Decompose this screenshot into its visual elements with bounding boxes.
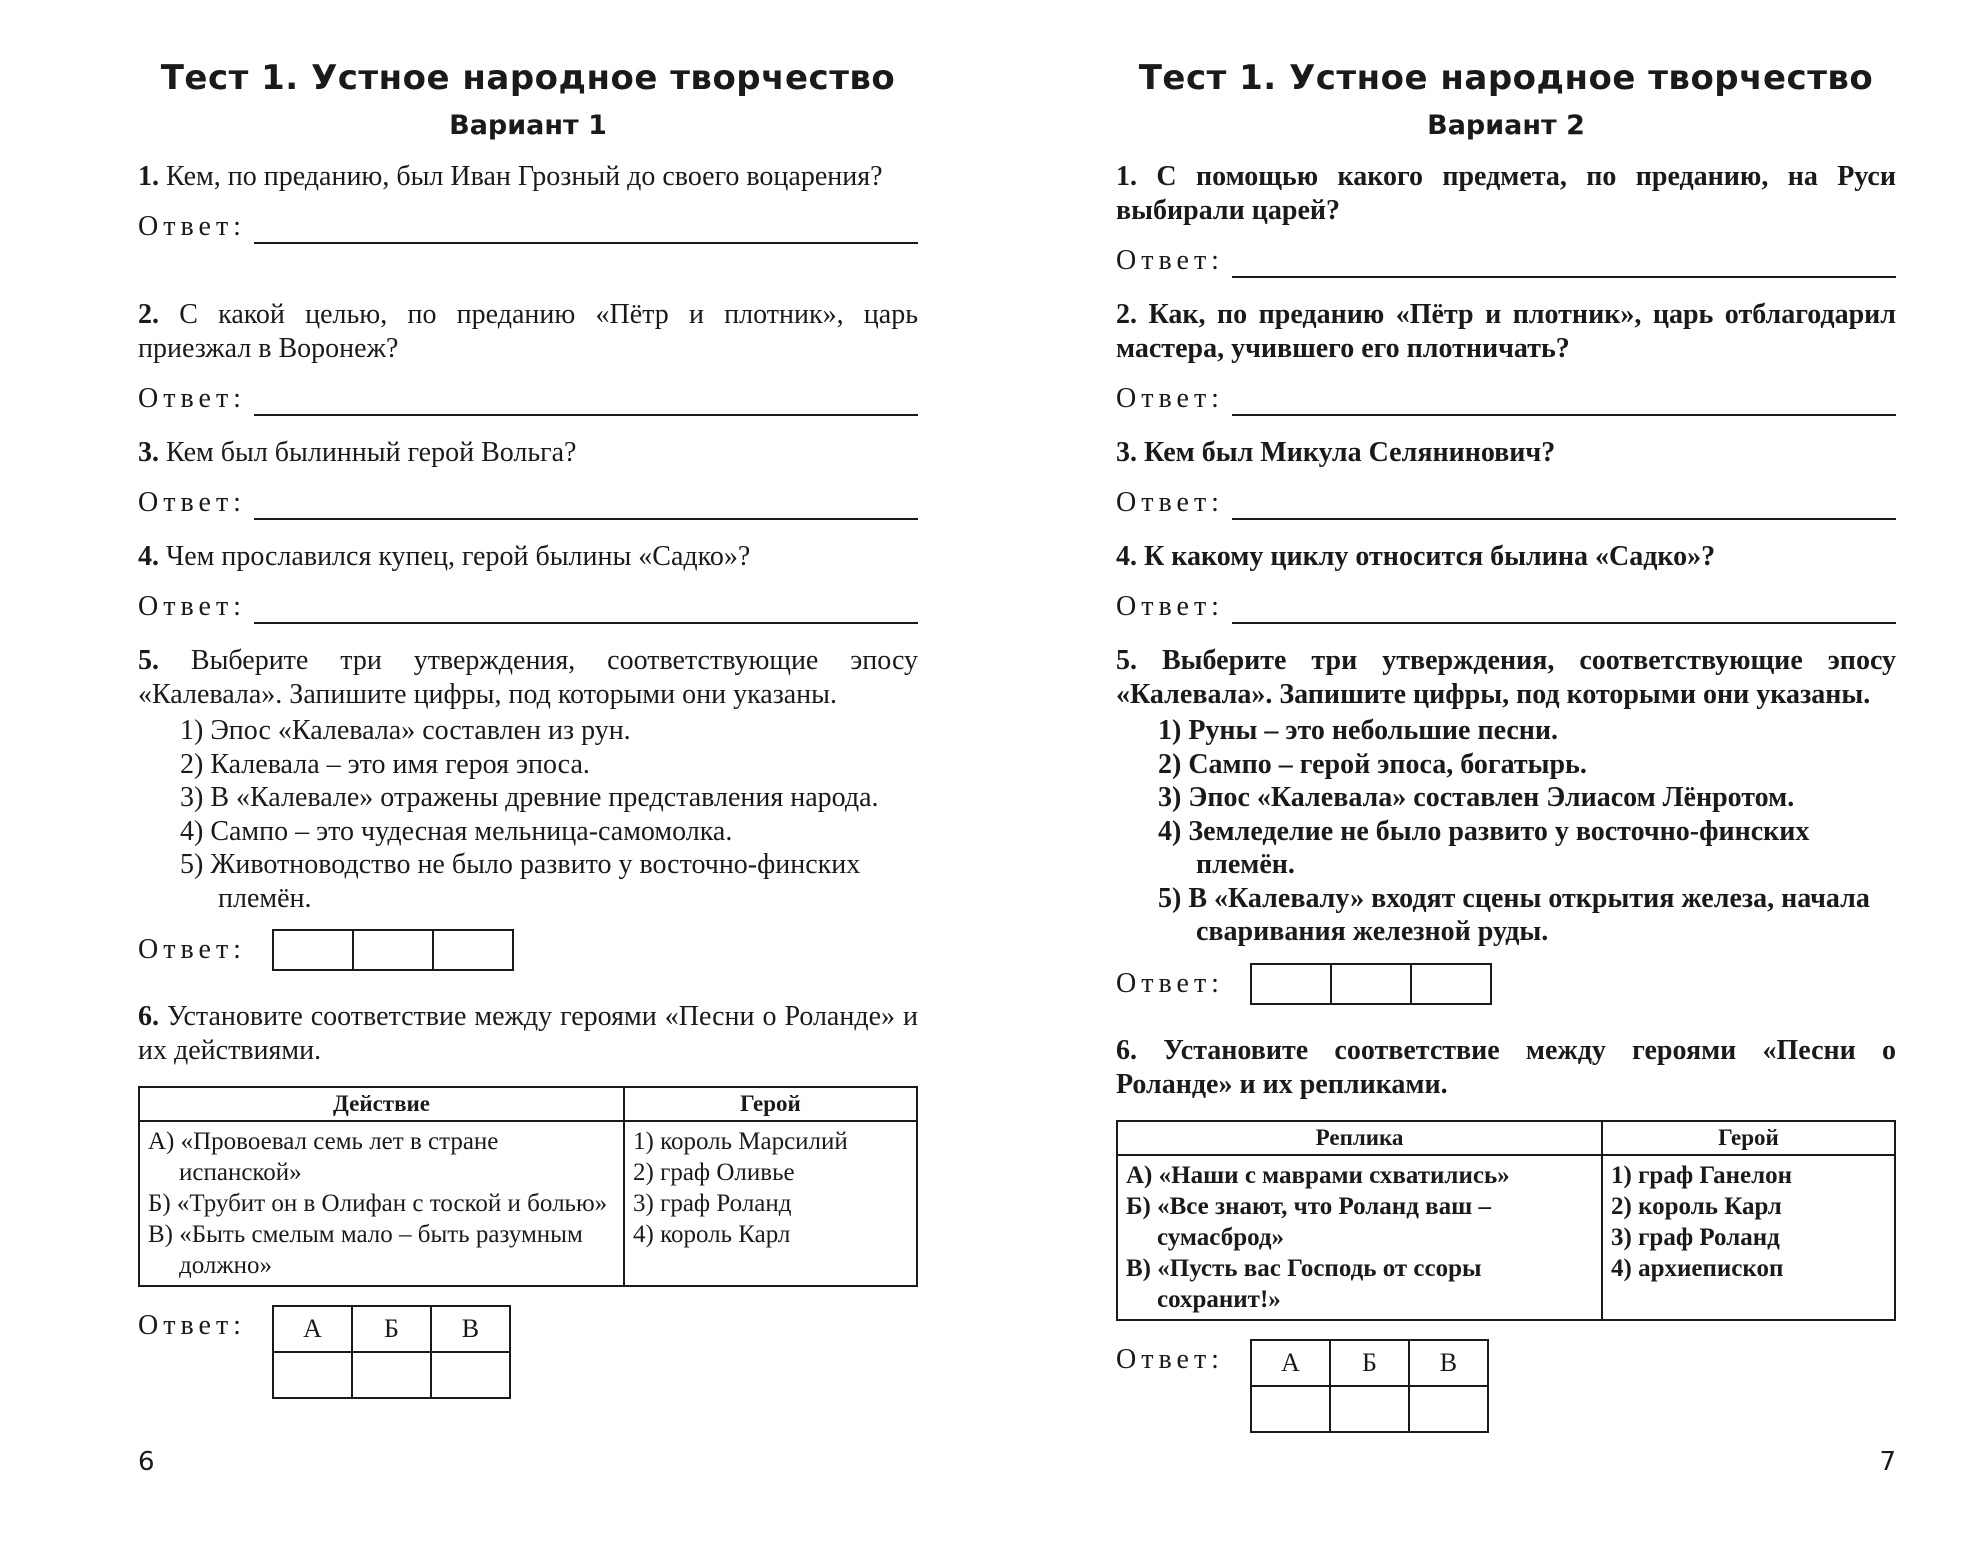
answer-label: Ответ:	[1116, 487, 1224, 518]
left-column-items	[1117, 1155, 1602, 1320]
option-item: 1) Эпос «Калевала» составлен из рун.	[180, 715, 631, 746]
answer-label: Ответ:	[1116, 591, 1224, 622]
hero-item: 2) король Карл	[1611, 1193, 1782, 1220]
question-text: Установите соответствие между героями «Песни о Роланде» и их репликами.	[1116, 1035, 1896, 1100]
answer-grid-cell[interactable]	[1409, 1386, 1488, 1432]
question-text: С какой целью, по преданию «Пётр и плотник», царь приезжал в Воронеж?	[138, 299, 918, 364]
question-text: Кем, по преданию, был Иван Грозный до своего воцарения?	[166, 161, 883, 192]
answer-label: Ответ:	[1116, 967, 1224, 999]
question-text: Как, по преданию «Пётр и плотник», царь отблагодарил мастера, учившего его плотничать?	[1116, 299, 1896, 364]
right-column-items	[1602, 1155, 1895, 1320]
question-3	[1116, 436, 1896, 520]
answer-grid-header: Б	[352, 1306, 431, 1352]
option-item: 3) Эпос «Калевала» составлен Элиасом Лёнротом.	[1158, 782, 1795, 813]
question-2	[1116, 298, 1896, 416]
answer-line[interactable]	[1116, 590, 1896, 624]
question-4	[1116, 540, 1896, 624]
column-header-action: Действие	[139, 1087, 624, 1121]
answer-grid-header: В	[431, 1306, 510, 1352]
answer-field[interactable]	[254, 494, 918, 520]
answer-cell[interactable]	[354, 931, 434, 969]
answer-label: Ответ:	[138, 487, 246, 518]
answer-field[interactable]	[1232, 494, 1896, 520]
answer-grid	[272, 1305, 511, 1399]
question-text: Кем был былинный герой Вольга?	[166, 437, 577, 468]
question-number: 1.	[138, 161, 159, 192]
right-column-items	[624, 1121, 917, 1286]
column-header-hero: Герой	[1602, 1121, 1895, 1155]
answer-boxes	[272, 929, 514, 971]
option-item: 5) Животноводство не было развито у восточно-финских племён.	[180, 849, 861, 914]
hero-item: 1) граф Ганелон	[1611, 1162, 1793, 1189]
answer-box-row	[1116, 963, 1896, 1005]
answer-line[interactable]	[1116, 486, 1896, 520]
question-6	[138, 1000, 918, 1399]
answer-grid-cell[interactable]	[431, 1352, 510, 1398]
hero-item: 2) граф Оливье	[633, 1159, 795, 1186]
answer-field[interactable]	[254, 598, 918, 624]
answer-grid-header: Б	[1330, 1340, 1409, 1386]
question-number: 2.	[1116, 299, 1137, 330]
question-number: 3.	[138, 437, 159, 468]
answer-line[interactable]	[138, 210, 918, 244]
answer-label: Ответ:	[138, 1310, 246, 1341]
answer-line[interactable]	[138, 590, 918, 624]
action-item: В) «Быть смелым мало – быть разумным должно»	[148, 1221, 583, 1279]
answer-grid-header: А	[1251, 1340, 1330, 1386]
question-number: 4.	[138, 541, 159, 572]
answer-grid-cell[interactable]	[1330, 1386, 1409, 1432]
left-column-items	[139, 1121, 624, 1286]
answer-grid-row	[1116, 1339, 1896, 1433]
question-number: 4.	[1116, 541, 1137, 572]
question-text: Выберите три утверждения, соответствующие эпосу «Калевала». Запишите цифры, под которыми они указаны.	[138, 645, 919, 710]
page-right	[1116, 0, 1896, 1552]
answer-field[interactable]	[1232, 390, 1896, 416]
question-3	[138, 436, 918, 520]
test-title: Тест 1. Устное народное творчество	[1138, 58, 1874, 98]
matching-table	[1116, 1120, 1896, 1321]
option-item: 1) Руны – это небольшие песни.	[1158, 715, 1559, 746]
answer-line[interactable]	[138, 486, 918, 520]
answer-line[interactable]	[1116, 382, 1896, 416]
answer-line[interactable]	[1116, 244, 1896, 278]
hero-item: 1) король Марсилий	[633, 1128, 848, 1155]
action-item: А) «Провоевал семь лет в стране испанской»	[148, 1128, 499, 1186]
option-item: 5) В «Калевалу» входят сцены открытия железа, начала сваривания железной руды.	[1158, 882, 1870, 947]
answer-grid-cell[interactable]	[352, 1352, 431, 1398]
question-text: С помощью какого предмета, по преданию, на Руси выбирали царей?	[1116, 161, 1896, 226]
replica-item: В) «Пусть вас Господь от ссоры сохранит!»	[1126, 1255, 1482, 1313]
answer-label: Ответ:	[138, 383, 246, 414]
answer-label: Ответ:	[138, 934, 246, 965]
question-5	[138, 644, 918, 971]
page-number: 7	[1879, 1447, 1896, 1477]
hero-item: 4) король Карл	[633, 1221, 791, 1248]
answer-field[interactable]	[1232, 252, 1896, 278]
answer-grid-row	[138, 1305, 918, 1399]
options-list	[138, 714, 918, 915]
question-text: Установите соответствие между героями «Песни о Роланде» и их действиями.	[138, 1001, 918, 1066]
answer-cell[interactable]	[1412, 965, 1490, 1003]
answer-field[interactable]	[254, 390, 918, 416]
answer-grid-cell[interactable]	[1251, 1386, 1330, 1432]
question-number: 2.	[138, 299, 159, 330]
question-5	[1116, 644, 1896, 1005]
page-left	[138, 0, 918, 1552]
hero-item: 3) граф Роланд	[633, 1190, 792, 1217]
question-number: 1.	[1116, 161, 1137, 192]
options-list	[1116, 714, 1896, 949]
answer-label: Ответ:	[1116, 383, 1224, 414]
action-item: Б) «Трубит он в Олифан с тоской и болью»	[148, 1190, 608, 1217]
question-number: 6.	[1116, 1035, 1137, 1066]
question-text: Чем прославился купец, герой былины «Садко»?	[166, 541, 751, 572]
answer-boxes	[1250, 963, 1492, 1005]
answer-cell[interactable]	[1332, 965, 1412, 1003]
replica-item: Б) «Все знают, что Роланд ваш – сумасброд»	[1126, 1193, 1491, 1251]
answer-label: Ответ:	[138, 211, 246, 242]
question-number: 5.	[138, 645, 159, 676]
answer-grid-header: В	[1409, 1340, 1488, 1386]
answer-cell[interactable]	[434, 931, 512, 969]
variant-heading: Вариант 1	[449, 110, 607, 141]
page-number: 6	[138, 1447, 155, 1477]
option-item: 3) В «Калевале» отражены древние представления народа.	[180, 782, 879, 813]
answer-grid-header: А	[273, 1306, 352, 1352]
answer-label: Ответ:	[1116, 245, 1224, 276]
answer-line[interactable]	[138, 382, 918, 416]
answer-box-row	[138, 929, 918, 971]
hero-item: 3) граф Роланд	[1611, 1224, 1780, 1251]
answer-cell[interactable]	[274, 931, 354, 969]
question-1	[1116, 160, 1896, 278]
answer-field[interactable]	[1232, 598, 1896, 624]
option-item: 2) Сампо – герой эпоса, богатырь.	[1158, 748, 1587, 780]
option-item: 4) Сампо – это чудесная мельница-самомолка.	[180, 815, 733, 847]
replica-item: А) «Наши с маврами схватились»	[1126, 1162, 1510, 1189]
option-item: 4) Земледелие не было развито у восточно-финских племён.	[1158, 815, 1810, 880]
question-text: Кем был Микула Селянинович?	[1144, 437, 1556, 468]
question-6	[1116, 1034, 1896, 1433]
column-header-hero: Герой	[624, 1087, 917, 1121]
question-number: 3.	[1116, 437, 1137, 468]
question-number: 6.	[138, 1001, 159, 1032]
answer-grid-cell[interactable]	[273, 1352, 352, 1398]
question-2	[138, 298, 918, 416]
answer-label: Ответ:	[138, 591, 246, 622]
question-text: Выберите три утверждения, соответствующие эпосу «Калевала». Запишите цифры, под которыми они указаны.	[1116, 645, 1896, 710]
question-4	[138, 540, 918, 624]
matching-table	[138, 1086, 918, 1287]
question-text: К какому циклу относится былина «Садко»?	[1144, 541, 1716, 572]
variant-heading: Вариант 2	[1427, 110, 1585, 141]
option-item: 2) Калевала – это имя героя эпоса.	[180, 748, 590, 780]
question-1	[138, 160, 918, 244]
answer-field[interactable]	[254, 218, 918, 244]
test-title: Тест 1. Устное народное творчество	[160, 58, 896, 98]
answer-cell[interactable]	[1252, 965, 1332, 1003]
answer-grid	[1250, 1339, 1489, 1433]
question-number: 5.	[1116, 645, 1137, 676]
hero-item: 4) архиепископ	[1611, 1255, 1784, 1282]
column-header-replica: Реплика	[1117, 1121, 1602, 1155]
answer-label: Ответ:	[1116, 1344, 1224, 1375]
